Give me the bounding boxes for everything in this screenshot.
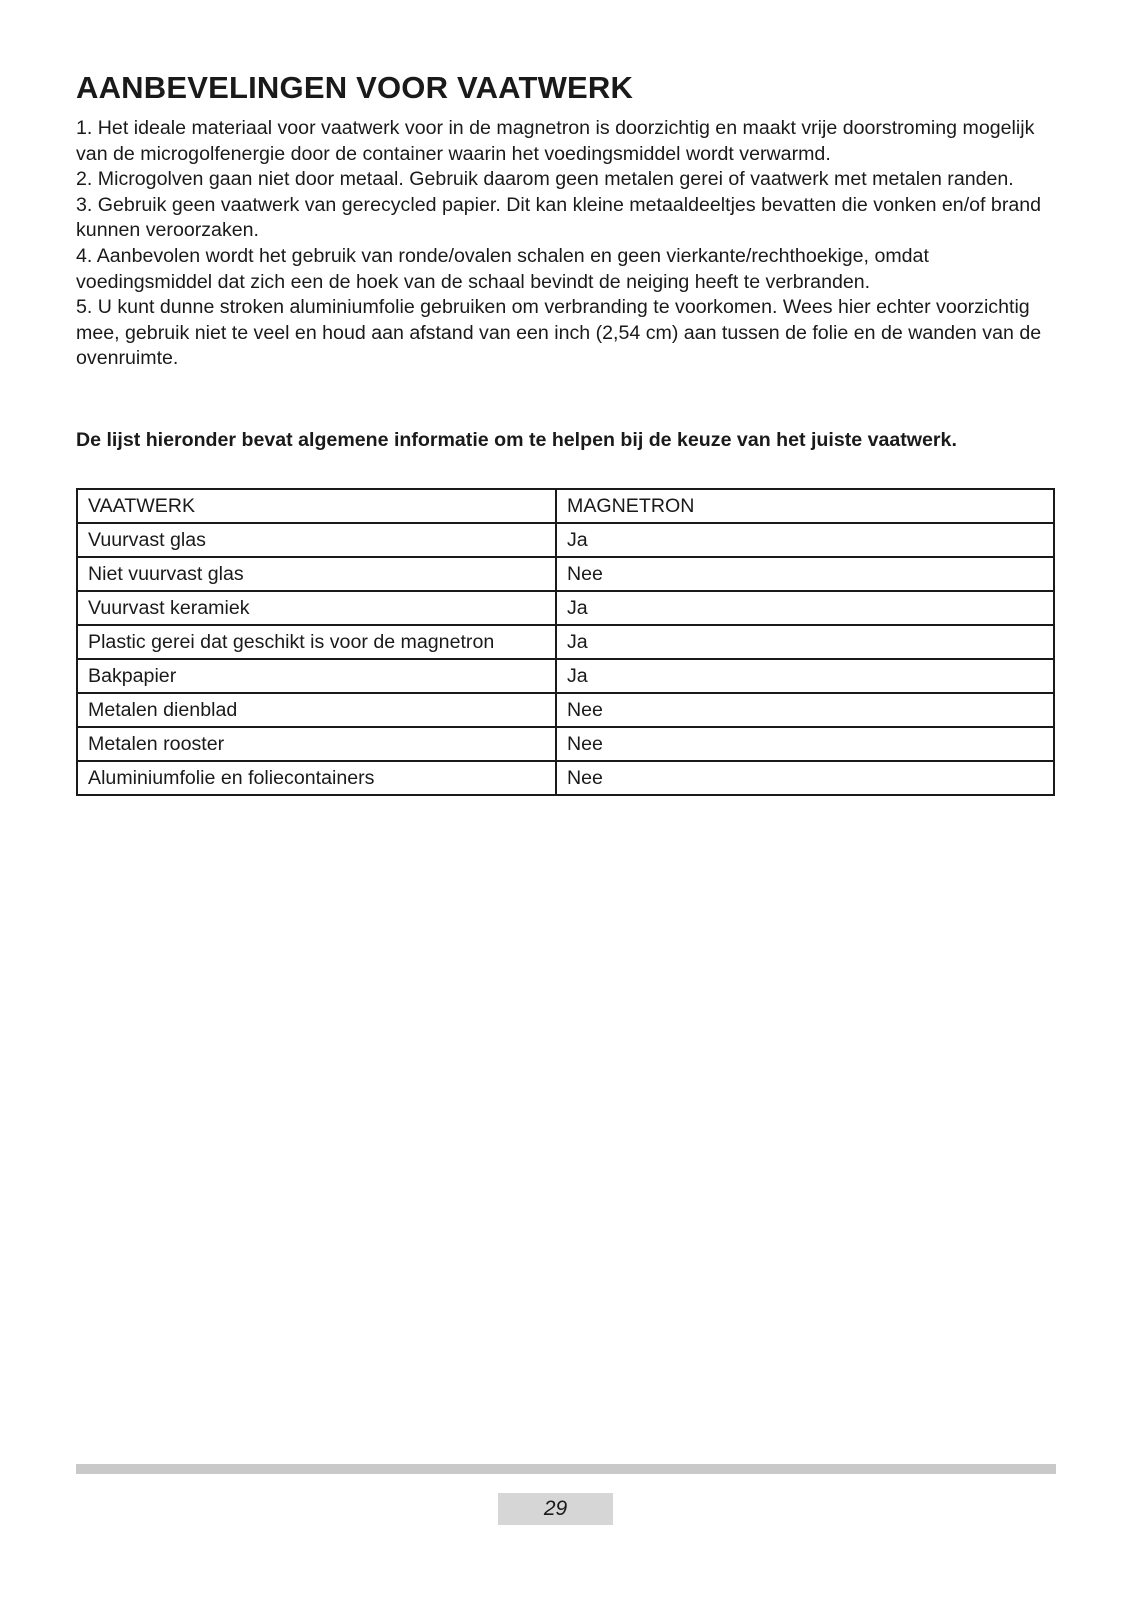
microwave-cell: Nee xyxy=(556,761,1054,795)
table-header-row xyxy=(77,489,1054,523)
microwave-cell: Ja xyxy=(556,523,1054,557)
cookware-cell: Vuurvast keramiek xyxy=(77,591,556,625)
page-number: 29 xyxy=(498,1493,613,1525)
microwave-cell: Ja xyxy=(556,659,1054,693)
page-title: AANBEVELINGEN VOOR VAATWERK xyxy=(76,70,634,105)
cookware-cell: Bakpapier xyxy=(77,659,556,693)
microwave-cell: Nee xyxy=(556,727,1054,761)
microwave-cell: Ja xyxy=(556,625,1054,659)
recommendation-item: 5. U kunt dunne stroken aluminiumfolie gebruiken om verbranding te voorkomen. Wees hier echter voorzichtig mee, gebruik niet te veel en houd aan afstand van een inch (2,54 cm) aan tussen de folie en de wanden van de ovenruimte. xyxy=(76,296,1042,370)
table-row xyxy=(77,523,1054,557)
recommendation-item: 1. Het ideale materiaal voor vaatwerk voor in de magnetron is doorzichtig en maakt vrije doorstroming mogelijk van de microgolfenergie door de container waarin het voedingsmiddel wordt verwarmd. xyxy=(76,117,1035,165)
recommendation-list xyxy=(76,116,1056,372)
cookware-cell: Metalen rooster xyxy=(77,727,556,761)
cookware-cell: Vuurvast glas xyxy=(77,523,556,557)
table-row xyxy=(77,761,1054,795)
header-cell-microwave: MAGNETRON xyxy=(556,489,1054,523)
microwave-cell: Ja xyxy=(556,591,1054,625)
cookware-table xyxy=(76,488,1055,796)
table-row xyxy=(77,591,1054,625)
footer-divider xyxy=(76,1464,1056,1474)
cookware-cell: Aluminiumfolie en foliecontainers xyxy=(77,761,556,795)
table-intro: De lijst hieronder bevat algemene informatie om te helpen bij de keuze van het juiste vaatwerk. xyxy=(76,429,957,451)
header-cell-cookware: VAATWERK xyxy=(77,489,556,523)
recommendation-item: 2. Microgolven gaan niet door metaal. Gebruik daarom geen metalen gerei of vaatwerk met metalen randen. xyxy=(76,168,1014,191)
table-row xyxy=(77,557,1054,591)
cookware-cell: Niet vuurvast glas xyxy=(77,557,556,591)
microwave-cell: Nee xyxy=(556,693,1054,727)
cookware-cell: Metalen dienblad xyxy=(77,693,556,727)
table-row xyxy=(77,727,1054,761)
recommendation-item: 4. Aanbevolen wordt het gebruik van ronde/ovalen schalen en geen vierkante/rechthoekige, omdat voedingsmiddel dat zich een de hoek van de schaal bevindt de neiging heeft te verbranden. xyxy=(76,244,929,293)
table-row xyxy=(77,659,1054,693)
microwave-cell: Nee xyxy=(556,557,1054,591)
table-row xyxy=(77,625,1054,659)
recommendation-item: 3. Gebruik geen vaatwerk van gerecycled papier. Dit kan kleine metaaldeeltjes bevatten die vonken en/of brand kunnen veroorzaken. xyxy=(76,193,1042,242)
table-row xyxy=(77,693,1054,727)
cookware-cell: Plastic gerei dat geschikt is voor de magnetron xyxy=(77,625,556,659)
